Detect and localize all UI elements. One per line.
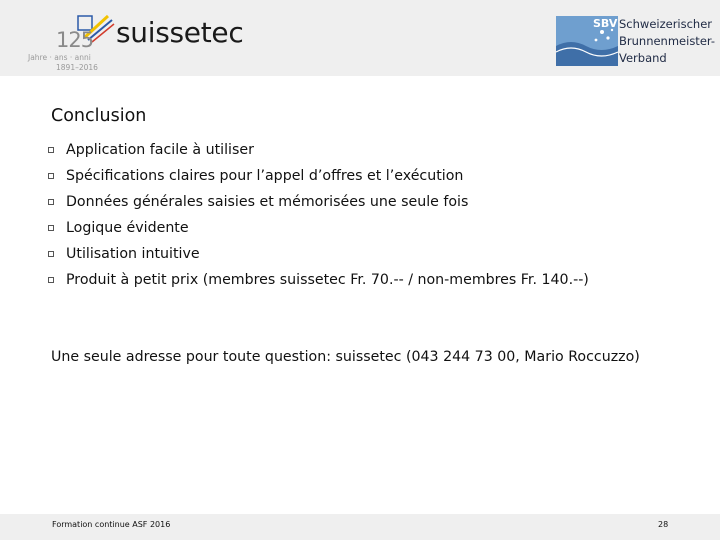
sbv-name-line-2: Brunnenmeister-: [619, 34, 716, 48]
conclusion-bullet-list: [48, 141, 589, 297]
bullet-square-icon: [48, 225, 54, 231]
bullet-item: [48, 141, 589, 167]
logo-subtitle-line-1: Jahre · ans · anni: [28, 53, 91, 62]
page-number: 28: [658, 520, 669, 529]
logo-brand-name: suissetec: [116, 16, 244, 49]
logo-subtitle-line-2: 1891–2016: [56, 63, 98, 72]
sbv-name-line-1: Schweizerischer: [619, 17, 713, 31]
logo-subtitle: [28, 53, 98, 73]
bullet-text: Application facile à utiliser: [66, 142, 254, 158]
bullet-item: [48, 167, 589, 193]
sbv-name-line-3: Verband: [619, 51, 667, 65]
bullet-item: [48, 219, 589, 245]
bullet-square-icon: [48, 147, 54, 153]
bullet-square-icon: [48, 173, 54, 179]
sbv-abbreviation: SBV: [593, 17, 618, 30]
contact-line: Une seule adresse pour toute question: suissetec (043 244 73 00, Mario Roccuzzo): [51, 349, 640, 365]
sbv-emblem: [556, 16, 618, 66]
bullet-square-icon: [48, 251, 54, 257]
bullet-text: Utilisation intuitive: [66, 246, 200, 262]
bullet-text: Logique évidente: [66, 220, 189, 236]
slide-title: Conclusion: [51, 106, 147, 126]
suissetec-logo: [26, 8, 246, 74]
bullet-item: [48, 245, 589, 271]
sbv-logo: [556, 16, 716, 68]
bullet-text: Produit à petit prix (membres suissetec Fr. 70.-- / non-membres Fr. 140.--): [66, 272, 589, 288]
bullet-text: Données générales saisies et mémorisées une seule fois: [66, 194, 469, 210]
sbv-full-name: [619, 16, 715, 67]
bullet-square-icon: [48, 199, 54, 205]
bullet-item: [48, 193, 589, 219]
logo-anniversary-number: 125: [56, 28, 94, 52]
bullet-square-icon: [48, 277, 54, 283]
bullet-item: [48, 271, 589, 297]
footer-caption: Formation continue ASF 2016: [52, 520, 171, 529]
bullet-text: Spécifications claires pour l’appel d’offres et l’exécution: [66, 168, 464, 184]
